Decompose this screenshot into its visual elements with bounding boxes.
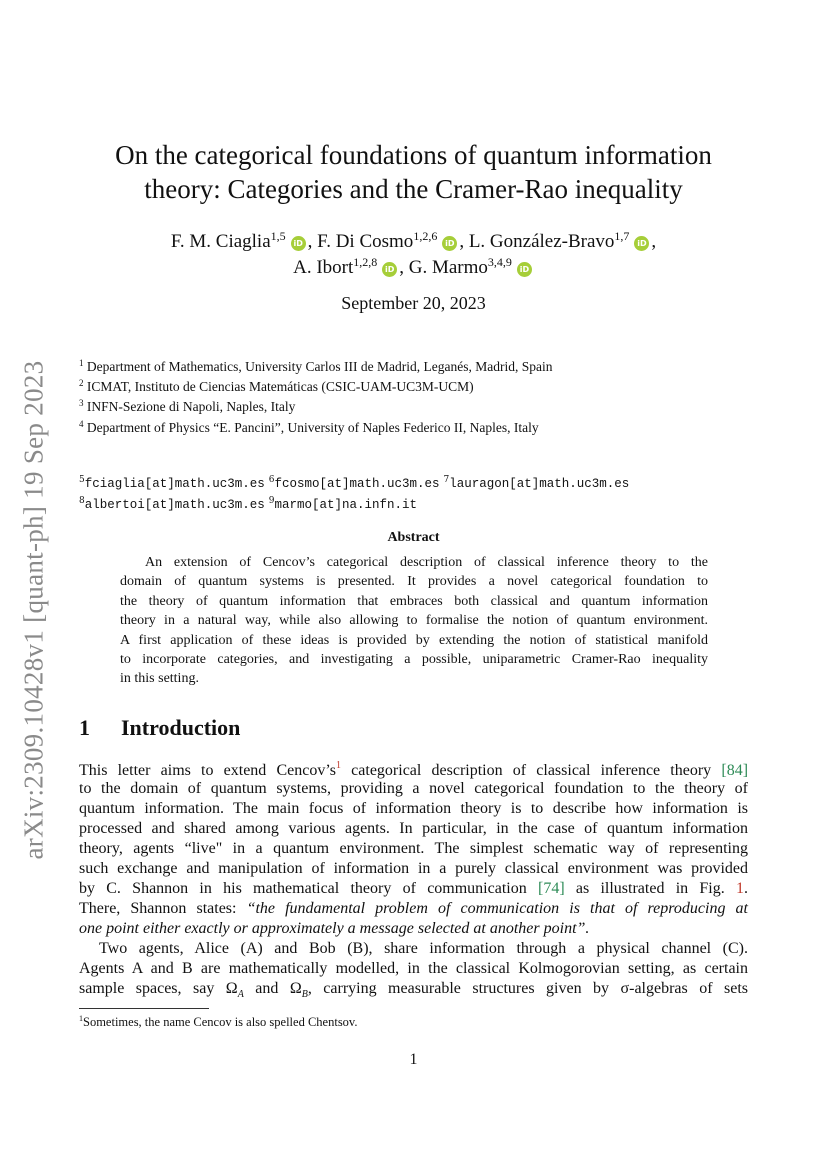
affiliation-item: [79, 378, 474, 395]
affiliation-number: 1: [79, 358, 84, 368]
quote-text: “the fundamental problem of communication is that of reproducing at: [246, 900, 748, 917]
email-line-2: [79, 496, 417, 512]
affiliation-text: ICMAT, Instituto de Ciencias Matemáticas (CSIC-UAM-UC3M-UCM): [86, 379, 474, 394]
email-link[interactable]: fciaglia[at]math.uc3m.es: [84, 477, 265, 491]
abstract-line: in this setting.: [120, 671, 199, 686]
orcid-icon[interactable]: iD: [442, 236, 457, 251]
email-number: 5: [79, 475, 85, 485]
footnote-divider: [79, 1008, 209, 1009]
body-line: [79, 900, 748, 918]
body-line: to the domain of quantum systems, providing a novel categorical foundation to the theory of: [79, 780, 748, 797]
body-line: such exchange and manipulation of information in a purely classical environment was provided: [79, 860, 748, 877]
orcid-icon[interactable]: iD: [634, 236, 649, 251]
body-line: quantum information. The main focus of information theory is to describe how information is: [79, 800, 748, 817]
abstract-line: A first application of these ideas is provided by extending the notion of statistical manifold: [120, 633, 708, 648]
author-name: L. González-Bravo: [468, 231, 615, 252]
abstract-line: to incorporate categories, and investigating a possible, uniparametric Cramer-Rao inequality: [120, 652, 708, 667]
text-span: This letter aims to extend Cencov’s: [79, 762, 337, 779]
author-affil-sup: 1,2,6: [413, 229, 438, 243]
author-affil-sup: 1,2,8: [353, 255, 378, 269]
affiliation-text: INFN-Sezione di Napoli, Naples, Italy: [86, 399, 296, 414]
text-span: by C. Shannon in his mathematical theory of communication: [79, 880, 538, 897]
email-link[interactable]: fcosmo[at]math.uc3m.es: [274, 477, 440, 491]
body-line: Agents A and B are mathematically modelled, in the classical Kolmogorovian setting, as certain: [79, 960, 748, 977]
affiliation-text: Department of Mathematics, University Carlos III de Madrid, Leganés, Madrid, Spain: [86, 359, 553, 374]
affiliation-text: Department of Physics “E. Pancini”, University of Naples Federico II, Naples, Italy: [86, 420, 539, 435]
text-span: sample spaces, say Ω: [79, 980, 238, 997]
arxiv-identifier: arXiv:2309.10428v1 [quant-ph] 19 Sep 2023: [18, 360, 49, 860]
orcid-icon[interactable]: iD: [517, 262, 532, 277]
subscript: B: [301, 989, 308, 1001]
footnote: [79, 1014, 358, 1030]
orcid-icon[interactable]: iD: [291, 236, 306, 251]
body-line: theory, agents “live" in a quantum environment. The simplest schematic way of representing: [79, 840, 748, 857]
orcid-icon[interactable]: iD: [382, 262, 397, 277]
citation-link[interactable]: [84]: [721, 762, 749, 779]
body-line: Two agents, Alice (A) and Bob (B), share information through a physical channel (C).: [99, 940, 748, 957]
email-line-1: [79, 475, 629, 491]
body-line: processed and shared among various agents. In particular, in the case of quantum information: [79, 820, 748, 837]
figure-reference-link[interactable]: 1: [736, 880, 745, 897]
section-number: 1: [79, 715, 90, 740]
subscript: A: [237, 989, 244, 1001]
email-number: 9: [268, 496, 275, 506]
section-heading: [79, 715, 240, 741]
abstract-line: domain of quantum systems is presented. It provides a novel categorical foundation to: [120, 574, 708, 589]
abstract-line: theory in a natural way, while also allowing to formalise the notion of quantum environment.: [120, 613, 708, 628]
email-link[interactable]: albertoi[at]math.uc3m.es: [84, 498, 265, 512]
text-span: and Ω: [243, 980, 302, 997]
text-span: There, Shannon states:: [79, 900, 247, 917]
affiliation-item: [79, 358, 553, 375]
citation-link[interactable]: [74]: [537, 880, 565, 897]
author-line-2: A. Ibort$^{1,2,8}$iD , G. Marmo$^{3,4,9}$iD: [60, 255, 767, 279]
footnote-marker[interactable]: 1: [336, 760, 342, 771]
title-line-1: On the categorical foundations of quantum information: [115, 140, 712, 170]
footnote-text: Sometimes, the name Cencov is also spelled Chentsov.: [83, 1015, 358, 1029]
abstract-heading: Abstract: [387, 530, 440, 545]
arxiv-stamp: [14, 350, 54, 870]
author-line-1: F. M. Ciaglia$^{1,5}$iD , F. Di Cosmo$^{1,2,6}$iD , L. González-Bravo$^{1,7}$iD ,: [170, 229, 657, 252]
body-line: [79, 760, 748, 780]
author-affil-sup: 1,5: [270, 229, 286, 243]
affiliation-number: 4: [79, 419, 84, 429]
author-name: F. Di Cosmo: [317, 231, 414, 252]
email-number: 6: [268, 475, 275, 485]
paper-title: [60, 138, 767, 206]
author-name: A. Ibort: [293, 257, 354, 278]
publication-date: September 20, 2023: [341, 293, 486, 313]
title-line-2: theory: Categories and the Cramer-Rao inequality: [144, 174, 683, 204]
abstract-line: An extension of Cencov’s categorical description of classical inference theory to the: [145, 555, 708, 570]
text-span: as illustrated in Fig.: [564, 880, 737, 897]
affiliation-number: 2: [79, 378, 84, 388]
quote-text: one point either exactly or approximately a message selected at another point”.: [79, 920, 590, 937]
body-line: [79, 980, 748, 1000]
author-name: G. Marmo: [408, 257, 488, 278]
text-span: , carrying measurable structures given by σ-algebras of sets: [307, 980, 749, 997]
affiliation-item: [79, 419, 539, 436]
body-line: [79, 880, 748, 898]
author-affil-sup: 3,4,9: [487, 255, 512, 269]
page-number: 1: [409, 1051, 418, 1068]
author-affil-sup: 1,7: [614, 229, 630, 243]
email-number: 7: [443, 475, 450, 485]
body-line: [79, 920, 748, 938]
text-span: categorical description of classical inference theory: [341, 762, 722, 779]
affiliation-item: [79, 398, 295, 415]
text-span: .: [744, 880, 749, 897]
abstract-line: the theory of quantum information that embraces both classical and quantum information: [120, 594, 708, 609]
email-link[interactable]: marmo[at]na.infn.it: [274, 498, 418, 512]
author-name: F. M. Ciaglia: [170, 231, 271, 252]
affiliation-number: 3: [79, 398, 84, 408]
footnote-number: 1: [79, 1014, 83, 1023]
email-number: 8: [79, 496, 85, 506]
email-link[interactable]: lauragon[at]math.uc3m.es: [449, 477, 630, 491]
section-title: Introduction: [121, 715, 241, 740]
